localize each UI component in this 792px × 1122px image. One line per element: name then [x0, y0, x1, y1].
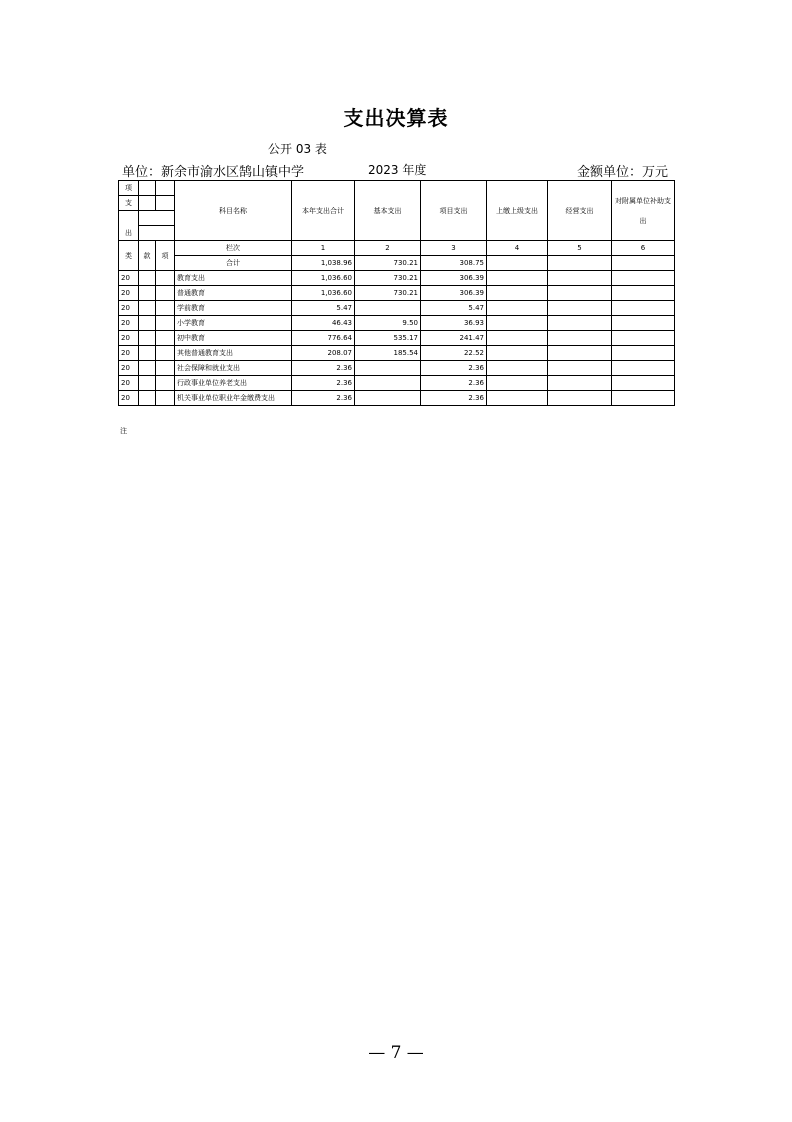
document-title: 支出决算表 — [343, 106, 449, 130]
cell-code-kuan — [139, 391, 156, 406]
cell-business — [548, 331, 612, 346]
cell-total: 46.43 — [292, 316, 355, 331]
cell-code-kuan — [139, 271, 156, 286]
total-row-project: 308.75 — [421, 256, 487, 271]
table-row — [119, 346, 675, 361]
cell-upper — [487, 271, 548, 286]
header-blank — [139, 196, 156, 211]
header-project-expenditure: 项目支出 — [421, 181, 487, 241]
header-blank — [119, 211, 139, 226]
cell-total: 776.64 — [292, 331, 355, 346]
cell-code-xiang — [156, 361, 175, 376]
cell-code-xiang — [156, 376, 175, 391]
cell-code-xiang — [156, 331, 175, 346]
cell-basic — [355, 391, 421, 406]
cell-code-kuan — [139, 346, 156, 361]
header-blank — [156, 181, 175, 196]
cell-affiliated — [612, 331, 675, 346]
cell-total: 2.36 — [292, 376, 355, 391]
table-row — [119, 286, 675, 301]
cell-basic — [355, 376, 421, 391]
cell-upper — [487, 331, 548, 346]
header-code-xiang: 项 — [156, 241, 175, 271]
cell-upper — [487, 376, 548, 391]
table-row — [119, 331, 675, 346]
cell-project: 2.36 — [421, 391, 487, 406]
cell-upper — [487, 346, 548, 361]
cell-subject-name: 学前教育 — [175, 301, 292, 316]
cell-basic: 730.21 — [355, 271, 421, 286]
cell-business — [548, 376, 612, 391]
header-business-expenditure: 经营支出 — [548, 181, 612, 241]
cell-code-lei: 20 — [119, 301, 139, 316]
cell-code-kuan — [139, 361, 156, 376]
cell-code-xiang — [156, 301, 175, 316]
cell-affiliated — [612, 346, 675, 361]
cell-total: 1,036.60 — [292, 286, 355, 301]
cell-upper — [487, 391, 548, 406]
table-row — [119, 376, 675, 391]
cell-affiliated — [612, 316, 675, 331]
cell-project: 306.39 — [421, 271, 487, 286]
cell-code-kuan — [139, 316, 156, 331]
page-number: — 7 — — [368, 1043, 424, 1063]
cell-total: 2.36 — [292, 361, 355, 376]
header-subject-name: 科目名称 — [175, 181, 292, 241]
cell-code-kuan — [139, 286, 156, 301]
cell-upper — [487, 316, 548, 331]
cell-business — [548, 271, 612, 286]
line-number: 3 — [421, 241, 487, 256]
cell-affiliated — [612, 361, 675, 376]
cell-affiliated — [612, 301, 675, 316]
table-row — [119, 316, 675, 331]
header-blank — [139, 226, 175, 241]
line-number: 5 — [548, 241, 612, 256]
total-row-label: 合计 — [175, 256, 292, 271]
header-blank — [156, 196, 175, 211]
cell-total: 2.36 — [292, 391, 355, 406]
cell-basic: 730.21 — [355, 286, 421, 301]
cell-code-lei: 20 — [119, 376, 139, 391]
cell-code-xiang — [156, 286, 175, 301]
header-code-lei: 类 — [119, 241, 139, 271]
cell-project: 22.52 — [421, 346, 487, 361]
line-number: 1 — [292, 241, 355, 256]
cell-code-kuan — [139, 331, 156, 346]
cell-subject-name: 普通教育 — [175, 286, 292, 301]
line-number-label: 栏次 — [175, 241, 292, 256]
cell-code-lei: 20 — [119, 331, 139, 346]
header-total-expenditure: 本年支出合计 — [292, 181, 355, 241]
cell-subject-name: 教育支出 — [175, 271, 292, 286]
cell-project: 2.36 — [421, 376, 487, 391]
cell-code-kuan — [139, 376, 156, 391]
total-row-upper — [487, 256, 548, 271]
cell-business — [548, 391, 612, 406]
cell-code-lei: 20 — [119, 286, 139, 301]
cell-basic: 185.54 — [355, 346, 421, 361]
currency-unit: 金额单位：万元 — [577, 165, 669, 180]
table-note: 注 — [120, 427, 127, 435]
cell-code-lei: 20 — [119, 316, 139, 331]
cell-code-lei: 20 — [119, 271, 139, 286]
cell-subject-name: 行政事业单位养老支出 — [175, 376, 292, 391]
header-code-kuan: 款 — [139, 241, 156, 271]
cell-subject-name: 社会保障和就业支出 — [175, 361, 292, 376]
cell-code-xiang — [156, 346, 175, 361]
header-project-char-2: 支 — [119, 196, 139, 211]
table-row — [119, 301, 675, 316]
cell-subject-name: 初中教育 — [175, 331, 292, 346]
line-number: 2 — [355, 241, 421, 256]
cell-code-xiang — [156, 271, 175, 286]
cell-business — [548, 346, 612, 361]
line-number: 6 — [612, 241, 675, 256]
cell-affiliated — [612, 391, 675, 406]
total-row-basic: 730.21 — [355, 256, 421, 271]
cell-code-lei: 20 — [119, 346, 139, 361]
table-row — [119, 391, 675, 406]
cell-basic — [355, 301, 421, 316]
cell-subject-name: 机关事业单位职业年金缴费支出 — [175, 391, 292, 406]
header-basic-expenditure: 基本支出 — [355, 181, 421, 241]
header-affiliated-subsidy: 对附属单位补助支出 — [612, 181, 675, 241]
cell-basic: 535.17 — [355, 331, 421, 346]
form-number: 公开 03 表 — [268, 142, 327, 156]
cell-total: 1,036.60 — [292, 271, 355, 286]
table-row — [119, 361, 675, 376]
line-number: 4 — [487, 241, 548, 256]
cell-business — [548, 301, 612, 316]
cell-code-lei: 20 — [119, 361, 139, 376]
expenditure-table — [118, 180, 675, 406]
fiscal-year: 2023 年度 — [368, 163, 427, 177]
header-blank — [139, 211, 175, 226]
cell-basic: 9.50 — [355, 316, 421, 331]
header-upper-remittance: 上缴上级支出 — [487, 181, 548, 241]
total-row-business — [548, 256, 612, 271]
cell-subject-name: 其他普通教育支出 — [175, 346, 292, 361]
cell-affiliated — [612, 376, 675, 391]
cell-total: 208.07 — [292, 346, 355, 361]
cell-upper — [487, 286, 548, 301]
cell-upper — [487, 301, 548, 316]
header-blank — [139, 181, 156, 196]
cell-upper — [487, 361, 548, 376]
cell-code-kuan — [139, 301, 156, 316]
cell-business — [548, 316, 612, 331]
cell-project: 306.39 — [421, 286, 487, 301]
cell-project: 36.93 — [421, 316, 487, 331]
cell-project: 241.47 — [421, 331, 487, 346]
cell-subject-name: 小学教育 — [175, 316, 292, 331]
cell-affiliated — [612, 286, 675, 301]
cell-code-xiang — [156, 391, 175, 406]
cell-project: 5.47 — [421, 301, 487, 316]
table-row — [119, 271, 675, 286]
total-row-total: 1,038.96 — [292, 256, 355, 271]
cell-total: 5.47 — [292, 301, 355, 316]
cell-business — [548, 286, 612, 301]
header-project-char-1: 项 — [119, 181, 139, 196]
header-project-char-3: 出 — [119, 226, 139, 241]
cell-project: 2.36 — [421, 361, 487, 376]
cell-affiliated — [612, 271, 675, 286]
cell-business — [548, 361, 612, 376]
cell-code-xiang — [156, 316, 175, 331]
unit-label: 单位：新余市渝水区鹄山镇中学 — [122, 165, 305, 180]
total-row-affiliated — [612, 256, 675, 271]
cell-code-lei: 20 — [119, 391, 139, 406]
cell-basic — [355, 361, 421, 376]
